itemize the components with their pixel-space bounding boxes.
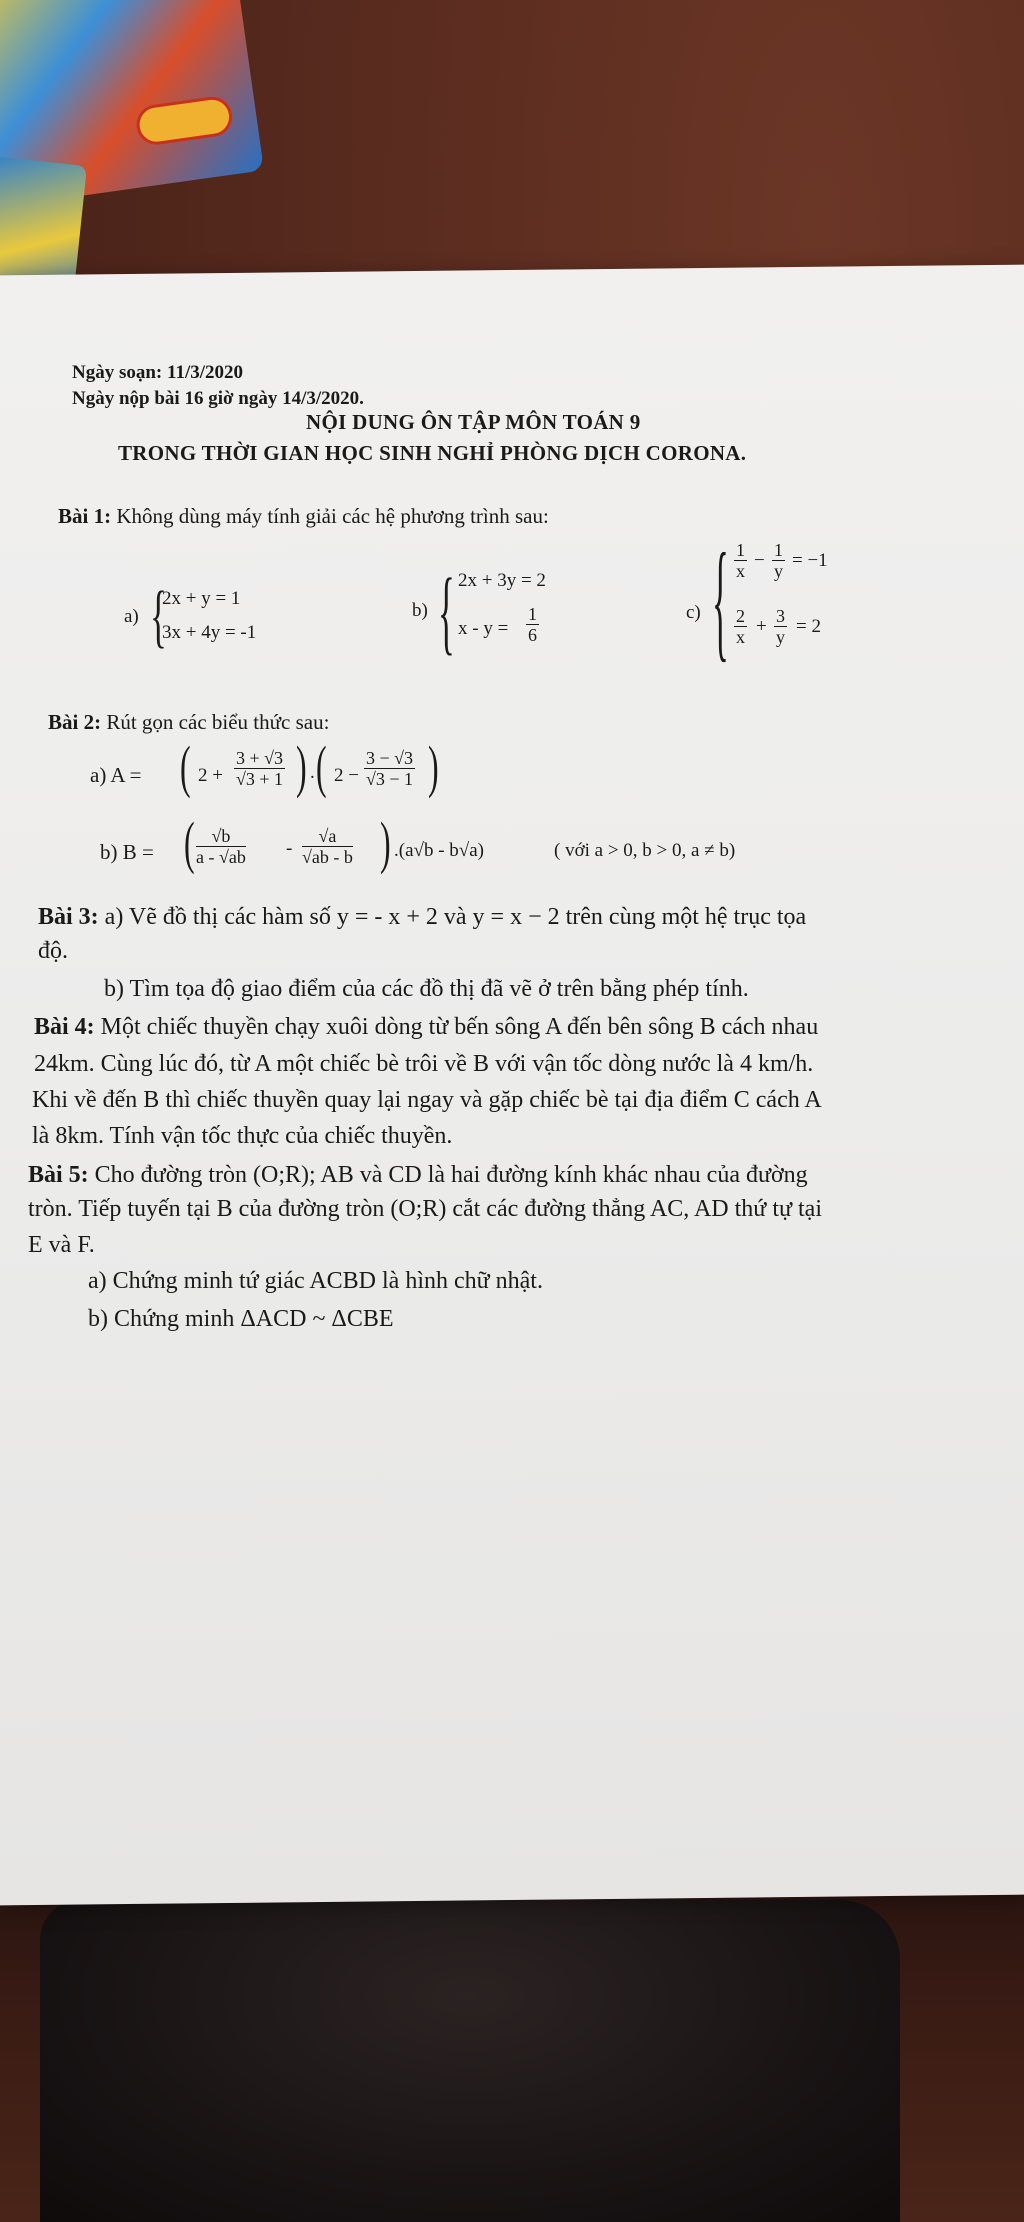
fraction-one-sixth <box>526 604 539 645</box>
bai4-text: Một chiếc thuyền chạy xuôi dòng từ bến sông A đến bên sông B cách nhau <box>100 1014 819 1040</box>
page-subtitle: TRONG THỜI GIAN HỌC SINH NGHỈ PHÒNG DỊCH CORONA. <box>118 441 747 465</box>
bai2-a-lhs: a) A = <box>90 763 142 787</box>
bai2-prompt: Rút gọn các biểu thức sau: <box>106 710 330 734</box>
bai5-part-a: a) Chứng minh tứ giác ACBD là hình chữ nhật. <box>88 1268 543 1294</box>
brace: { <box>150 578 167 655</box>
bai4-label: Bài 4: <box>34 1014 95 1040</box>
operator: + <box>756 616 767 637</box>
fraction-den: x <box>736 627 745 647</box>
bai1-c-eq1-rhs: = −1 <box>792 550 828 571</box>
bai1-b-eq1: 2x + 3y = 2 <box>458 570 546 591</box>
date-prepared: Ngày soạn: 11/3/2020 <box>72 362 244 383</box>
fraction <box>772 540 785 581</box>
fraction-num: √b <box>196 826 246 847</box>
bai4-line4: là 8km. Tính vận tốc thực của chiếc thuyền. <box>32 1123 453 1149</box>
fraction-num: √a <box>302 826 353 847</box>
bai2-b-tail: .(a√b - b√a) <box>394 840 484 861</box>
bai2-b-lhs: b) B = <box>100 840 154 864</box>
fraction-den: √3 − 1 <box>366 769 414 789</box>
paren-left: ( <box>180 734 191 799</box>
bai2-b-condition: ( với a > 0, b > 0, a ≠ b) <box>554 840 736 861</box>
fraction-den: √ab - b <box>302 847 353 867</box>
fraction <box>364 748 415 789</box>
bai1-a-eq1: 2x + y = 1 <box>162 588 241 609</box>
date-submit: Ngày nộp bài 16 giờ ngày 14/3/2020. <box>72 388 364 409</box>
fraction-num: 3 − √3 <box>366 748 414 768</box>
bai2-heading <box>48 710 329 735</box>
page-title: NỘI DUNG ÔN TẬP MÔN TOÁN 9 <box>306 410 641 434</box>
fraction <box>734 540 747 581</box>
bai5-part-b: b) Chứng minh ΔACD ~ ΔCBE <box>88 1306 394 1332</box>
paren-left: ( <box>316 734 327 799</box>
brace: { <box>438 560 455 665</box>
brace: { <box>712 528 729 675</box>
fraction-den: x <box>736 561 745 581</box>
fraction-num: 3 + √3 <box>236 748 284 768</box>
bai1-label: Bài 1: <box>58 504 112 528</box>
fraction-num: 1 <box>774 540 783 560</box>
bai5-line1 <box>28 1162 808 1189</box>
fraction <box>302 826 353 867</box>
fraction-den: a - √ab <box>196 847 246 867</box>
fraction-den: y <box>774 561 783 581</box>
fraction <box>774 606 787 647</box>
bai2-a-p2-pre: 2 − <box>334 765 359 786</box>
fraction <box>734 606 747 647</box>
operator: - <box>286 838 293 859</box>
operator-dot: . <box>310 762 315 783</box>
bai1-prompt: Không dùng máy tính giải các hệ phương trình sau: <box>116 504 549 528</box>
bai2-label: Bài 2: <box>48 710 102 734</box>
paren-right: ) <box>380 810 391 875</box>
bai1-b-label: b) <box>412 600 428 621</box>
bai5-line3: E và F. <box>28 1232 95 1258</box>
bai1-a-label: a) <box>124 606 139 627</box>
bai3-line3: b) Tìm tọa độ giao điểm của các đồ thị đã vẽ ở trên bằng phép tính. <box>104 976 749 1002</box>
bai5-line2: tròn. Tiếp tuyến tại B của đường tròn (O;R) cắt các đường thẳng AC, AD thứ tự tại <box>28 1196 822 1222</box>
bai4-line1 <box>34 1014 818 1041</box>
fraction <box>196 826 246 867</box>
bai1-c-label: c) <box>686 602 701 623</box>
bai3-text: a) Vẽ đồ thị các hàm số y = - x + 2 và y = x − 2 trên cùng một hệ trục tọa <box>104 904 807 930</box>
fraction-den: √3 + 1 <box>236 769 284 789</box>
bai3-line2: độ. <box>38 938 68 964</box>
bai3-line1 <box>38 904 806 931</box>
bai3-label: Bài 3: <box>38 904 99 930</box>
bai1-c-eq2-rhs: = 2 <box>796 616 821 637</box>
bai4-line2: 24km. Cùng lúc đó, từ A một chiếc bè trôi về B với vận tốc dòng nước là 4 km/h. <box>34 1051 814 1077</box>
fraction-den: 6 <box>528 625 537 645</box>
bai1-a-eq2: 3x + 4y = -1 <box>162 622 257 643</box>
operator: − <box>754 550 765 571</box>
fraction-num: 1 <box>736 540 745 560</box>
fraction <box>234 748 285 789</box>
bai1-heading <box>58 504 549 529</box>
fraction-den: y <box>776 627 785 647</box>
paren-left: ( <box>184 810 195 875</box>
fraction-num: 1 <box>528 604 537 624</box>
bai2-a-p1-pre: 2 + <box>198 765 223 786</box>
bai5-label: Bài 5: <box>28 1162 89 1188</box>
paren-right: ) <box>296 734 307 799</box>
fraction-num: 2 <box>736 606 745 626</box>
bai4-line3: Khi về đến B thì chiếc thuyền quay lại ngay và gặp chiếc bè tại địa điểm C cách A <box>32 1087 822 1113</box>
bai5-text: Cho đường tròn (O;R); AB và CD là hai đường kính khác nhau của đường <box>94 1162 808 1188</box>
fraction-num: 3 <box>776 606 785 626</box>
bai1-b-eq2-left: x - y = <box>458 618 509 639</box>
paren-right: ) <box>428 734 439 799</box>
